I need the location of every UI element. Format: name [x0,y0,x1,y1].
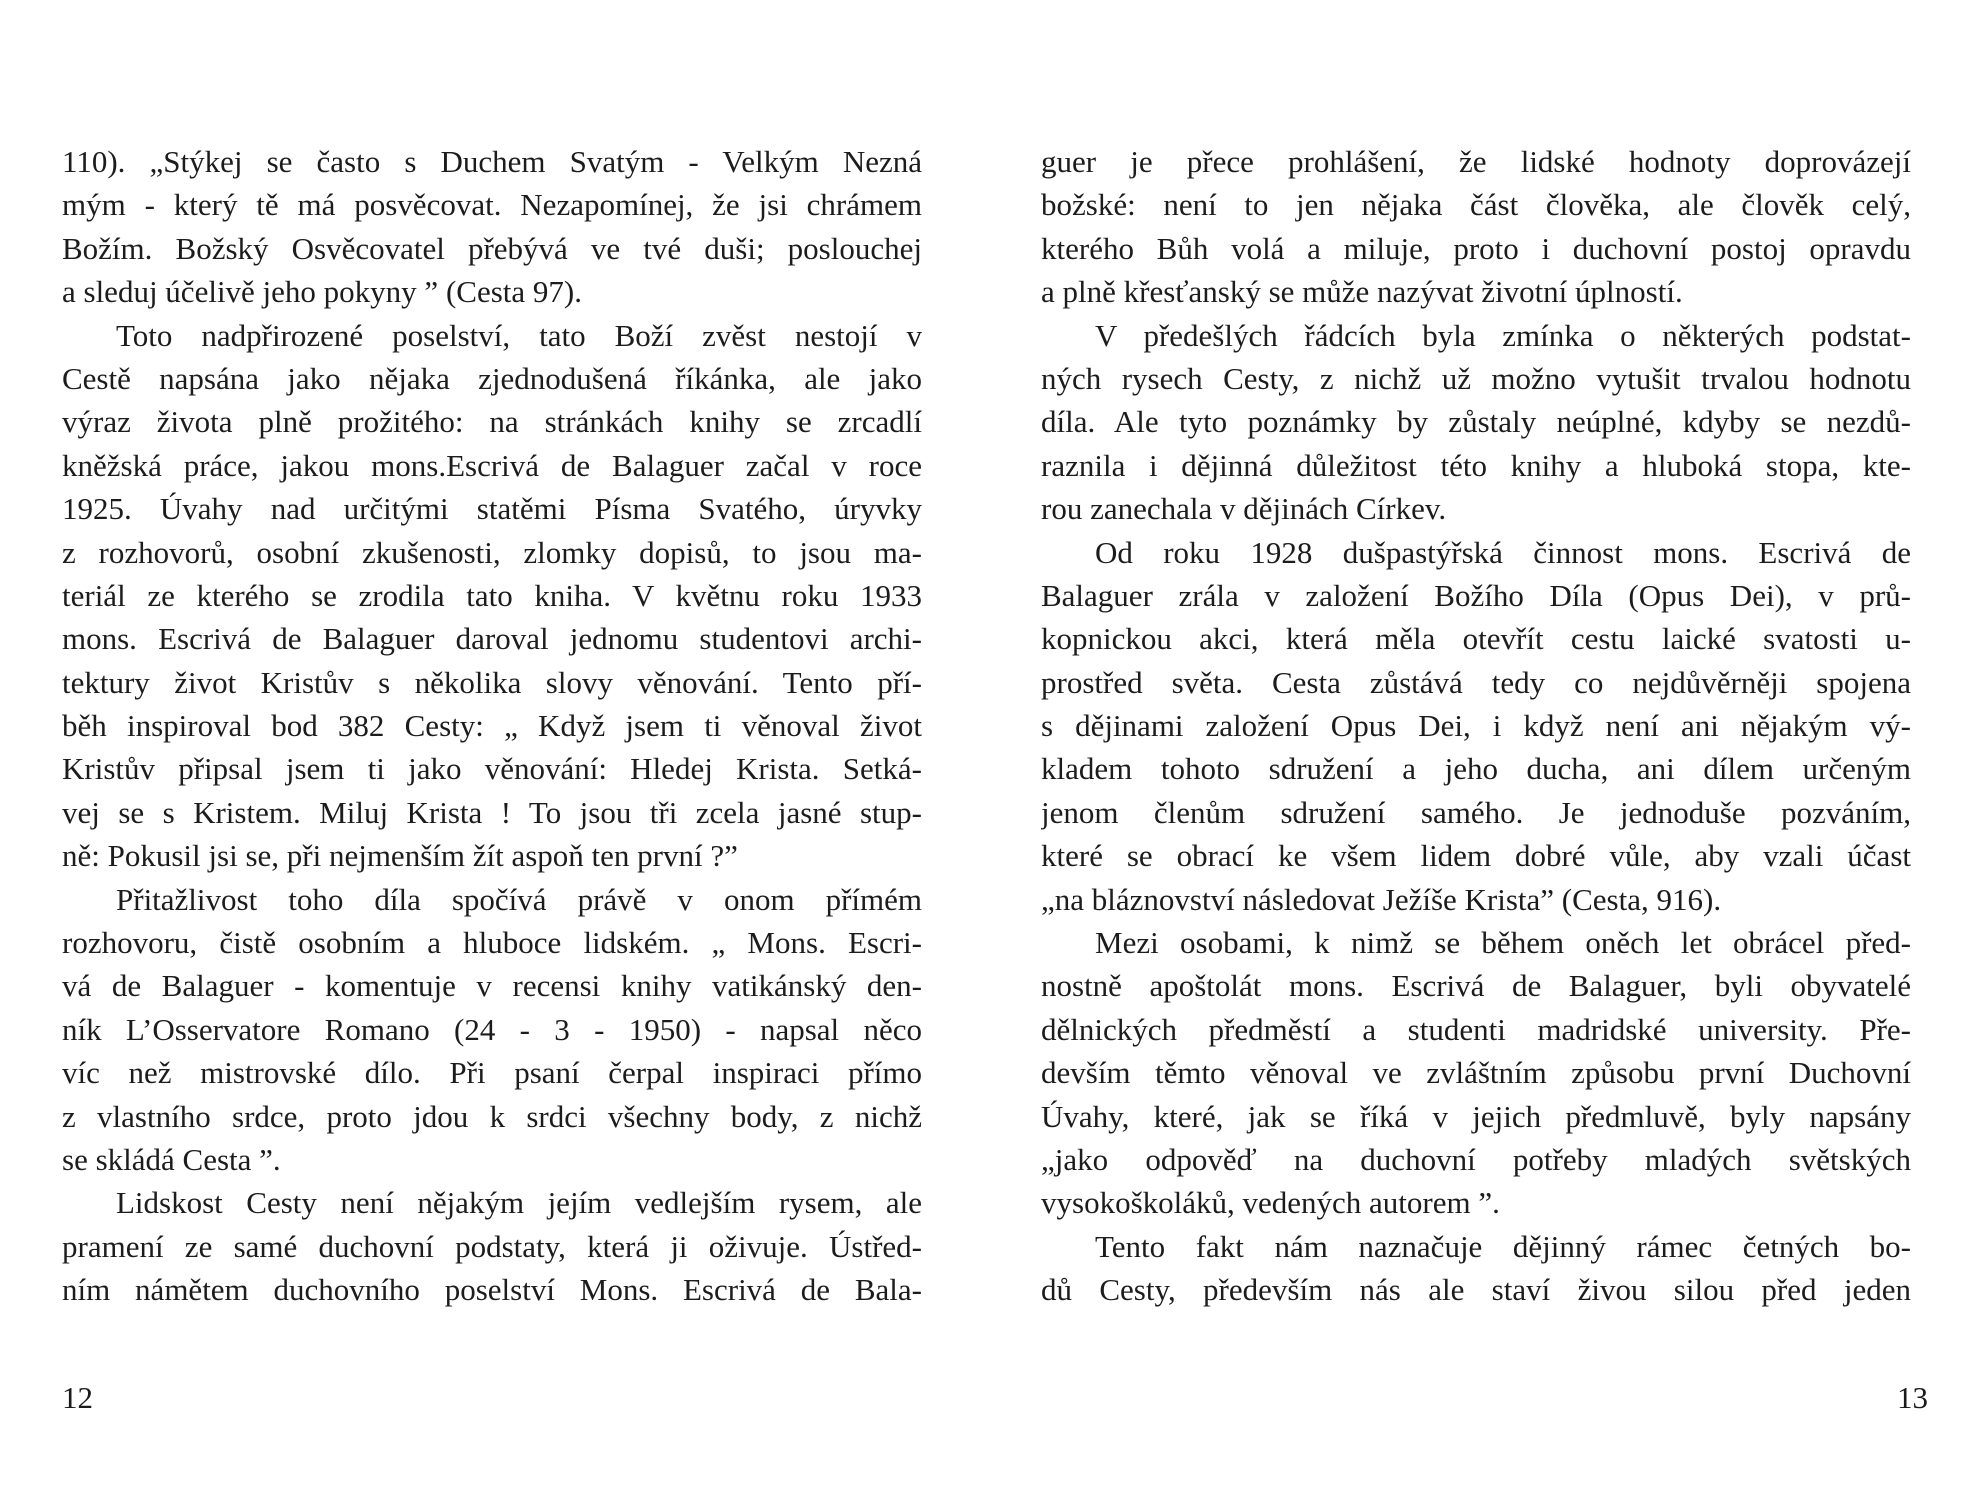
text-line: a sleduj účelivě jeho pokyny ” (Cesta 97). [62,274,582,310]
text-line: Toto nadpřirozené poselství, tato Boží zvěst nestojí v [116,317,922,353]
text-line: víc než mistrovské dílo. Při psaní čerpal inspiraci přímo [62,1055,922,1091]
text-line: běh inspiroval bod 382 Cesty: „ Když jsem ti věnoval život [62,708,922,744]
text-line: ním námětem duchovního poselství Mons. Escrivá de Bala- [62,1272,922,1308]
text-line: rozhovoru, čistě osobním a hluboce lidském. „ Mons. Escri- [62,925,922,961]
text-line: pramení ze samé duchovní podstaty, která ji oživuje. Ústřed- [62,1228,922,1264]
text-line: mým - který tě má posvěcovat. Nezapomínej, že jsi chrámem [62,187,922,223]
text-line: Božím. Božský Osvěcovatel přebývá ve tvé duši; poslouchej [62,230,922,266]
text-line: rou zanechala v dějinách Církev. [1041,491,1447,527]
text-line: božské: není to jen nějaka část člověka, ale člověk celý, [1041,187,1911,223]
text-line: prostřed světa. Cesta zůstává tedy co nejdůvěrněji spojena [1041,664,1911,700]
text-line: výraz života plně prožitého: na stránkách knihy se zrcadlí [62,404,922,440]
text-line: tektury život Kristův s několika slovy věnování. Tento pří- [62,664,922,700]
right-page-text [1041,140,1911,1312]
text-line: Kristův připsal jsem ti jako věnování: Hledej Krista. Setká- [62,751,922,787]
text-line: ně: Pokusil jsi se, při nejmenším žít aspoň ten první ?” [62,838,738,874]
text-line: kterého Bůh volá a miluje, proto i duchovní postoj opravdu [1041,230,1911,266]
text-line: z rozhovorů, osobní zkušenosti, zlomky dopisů, to jsou ma- [62,534,922,570]
text-line: a plně křesťanský se může nazývat životní úplností. [1041,274,1683,310]
text-line: Mezi osobami, k nimž se během oněch let obrácel před- [1095,925,1911,961]
text-line: Od roku 1928 dušpastýřská činnost mons. Escrivá de [1095,534,1911,570]
text-line: „jako odpověď na duchovní potřeby mladých světských [1041,1141,1911,1177]
text-line: kladem tohoto sdružení a jeho ducha, ani dílem určeným [1041,751,1911,787]
text-line: „na bláznovství následovat Ježíše Krista” (Cesta, 916). [1041,881,1722,917]
text-line: ník L’Osservatore Romano (24 - 3 - 1950) - napsal něco [62,1011,922,1047]
text-line: 110). „Stýkej se často s Duchem Svatým - Velkým Nezná [62,144,922,179]
text-line: Tento fakt nám naznačuje dějinný rámec četných bo- [1095,1228,1911,1264]
text-line: Balaguer zrála v založení Božího Díla (Opus Dei), v prů- [1041,577,1911,613]
text-line: s dějinami založení Opus Dei, i když není ani nějakým vý- [1041,708,1911,744]
text-line: se skládá Cesta ”. [62,1141,281,1177]
text-line: kopnickou akci, která měla otevřít cestu laické svatosti u- [1041,621,1911,657]
right-page-number: 13 [1897,1380,1928,1415]
left-page-number: 12 [62,1380,93,1415]
text-line: 1925. Úvahy nad určitými statěmi Písma Svatého, úryvky [62,491,922,527]
text-line: jenom členům sdružení samého. Je jednoduše pozváním, [1041,794,1911,830]
text-line: kněžská práce, jakou mons.Escrivá de Balaguer začal v roce [62,447,922,483]
text-line: devším těmto věnoval ve zvláštním způsobu první Duchovní [1041,1055,1911,1091]
text-line: které se obrací ke všem lidem dobré vůle, aby vzali účast [1041,838,1911,874]
text-line: mons. Escrivá de Balaguer daroval jednomu studentovi archi- [62,621,922,657]
text-line: Cestě napsána jako nějaka zjednodušená říkánka, ale jako [62,360,922,396]
text-line: Přitažlivost toho díla spočívá právě v onom přímém [116,881,922,917]
text-line: vysokoškoláků, vedených autorem ”. [1041,1185,1500,1221]
text-line: díla. Ale tyto poznámky by zůstaly neúplné, kdyby se nezdů- [1041,404,1911,440]
text-line: Lidskost Cesty není nějakým jejím vedlejším rysem, ale [116,1185,922,1221]
text-line: dů Cesty, především nás ale staví živou silou před jeden [1041,1272,1911,1308]
text-line: z vlastního srdce, proto jdou k srdci všechny body, z nichž [62,1098,922,1134]
text-line: raznila i dějinná důležitost této knihy a hluboká stopa, kte- [1041,447,1911,483]
left-page-text [62,140,922,1312]
text-line: dělnických předměstí a studenti madridské university. Pře- [1041,1011,1911,1047]
text-line: vá de Balaguer - komentuje v recensi knihy vatikánský den- [62,968,922,1004]
text-line: teriál ze kterého se zrodila tato kniha. V květnu roku 1933 [62,577,922,613]
text-line: ných rysech Cesty, z nichž už možno vytušit trvalou hodnotu [1041,360,1911,396]
text-line: vej se s Kristem. Miluj Krista ! To jsou tři zcela jasné stup- [62,794,922,830]
right-page [989,0,1978,1500]
text-line: nostně apoštolát mons. Escrivá de Balaguer, byli obyvatelé [1041,968,1911,1004]
text-line: guer je přece prohlášení, že lidské hodnoty doprovázejí [1041,144,1911,179]
text-line: V předešlých řádcích byla zmínka o některých podstat- [1095,317,1911,353]
text-line: Úvahy, které, jak se říká v jejich předmluvě, byly napsány [1041,1098,1911,1134]
